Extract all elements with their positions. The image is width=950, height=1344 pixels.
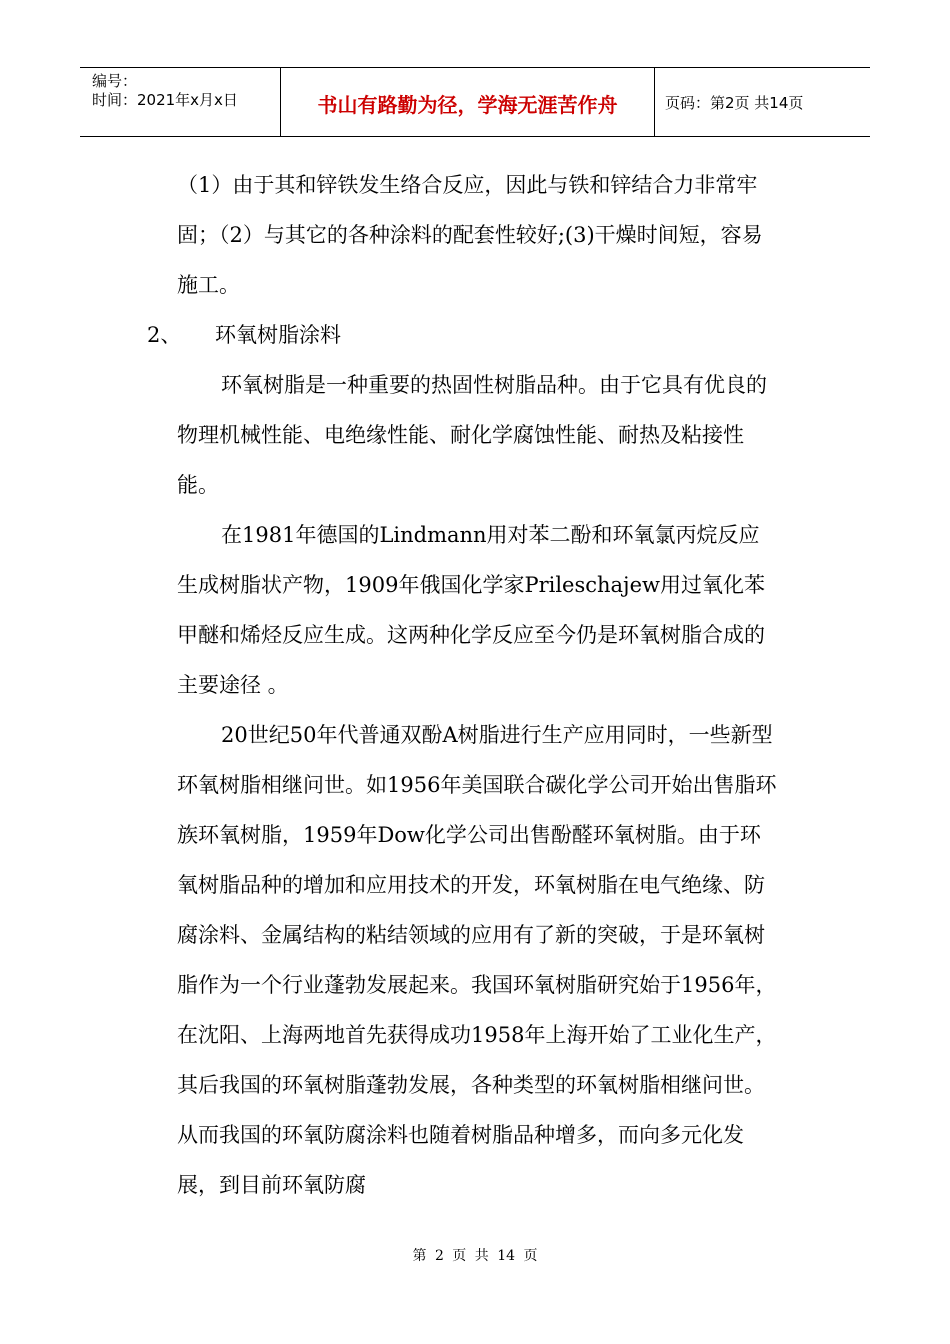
document-number-label: 编号： xyxy=(92,72,138,90)
header-page-info: 页码：第2页 共14页 xyxy=(665,93,804,112)
document-body xyxy=(147,160,777,1210)
section-number: 2、 xyxy=(147,323,182,347)
paragraph-zinc-properties: （1）由于其和锌铁发生络合反应，因此与铁和锌结合力非常牢固；（2）与其它的各种涂料的配套性较好;(3)干燥时间短，容易施工。 xyxy=(177,173,763,297)
paragraph-epoxy-history: 在1981年德国的Lindmann用对苯二酚和环氧氯丙烷反应生成树脂状产物，1909年俄国化学家Prileschajew用过氧化苯甲醚和烯烃反应生成。这两种化学反应至今仍是环氧树脂合成的主要途径 。 xyxy=(177,523,765,697)
page-header xyxy=(80,67,870,137)
paragraph-epoxy-development: 20世纪50年代普通双酚A树脂进行生产应用同时，一些新型环氧树脂相继问世。如1956年美国联合碳化学公司开始出售脂环族环氧树脂，1959年Dow化学公司出售酚醛环氧树脂。由于环氧树脂品种的增加和应用技术的开发，环氧树脂在电气绝缘、防腐涂料、金属结构的粘结领域的应用有了新的突破，于是环氧树脂作为一个行业蓬勃发展起来。我国环氧树脂研究始于1956年，在沈阳、上海两地首先获得成功1958年上海开始了工业化生产，其后我国的环氧树脂蓬勃发展，各种类型的环氧树脂相继问世。从而我国的环氧防腐涂料也随着树脂品种增多，而向多元化发展，到目前环氧防腐 xyxy=(177,723,777,1197)
paragraph-epoxy-intro: 环氧树脂是一种重要的热固性树脂品种。由于它具有优良的物理机械性能、电绝缘性能、耐化学腐蚀性能、耐热及粘接性能。 xyxy=(177,373,767,497)
page-footer: 第 2 页 共 14 页 xyxy=(412,1248,538,1264)
section-title: 环氧树脂涂料 xyxy=(215,323,341,347)
document-date: 时间：2021年x月x日 xyxy=(92,91,238,109)
section-heading xyxy=(147,310,777,360)
header-motto: 书山有路勤为径，学海无涯苦作舟 xyxy=(281,68,655,136)
header-meta xyxy=(80,68,281,136)
